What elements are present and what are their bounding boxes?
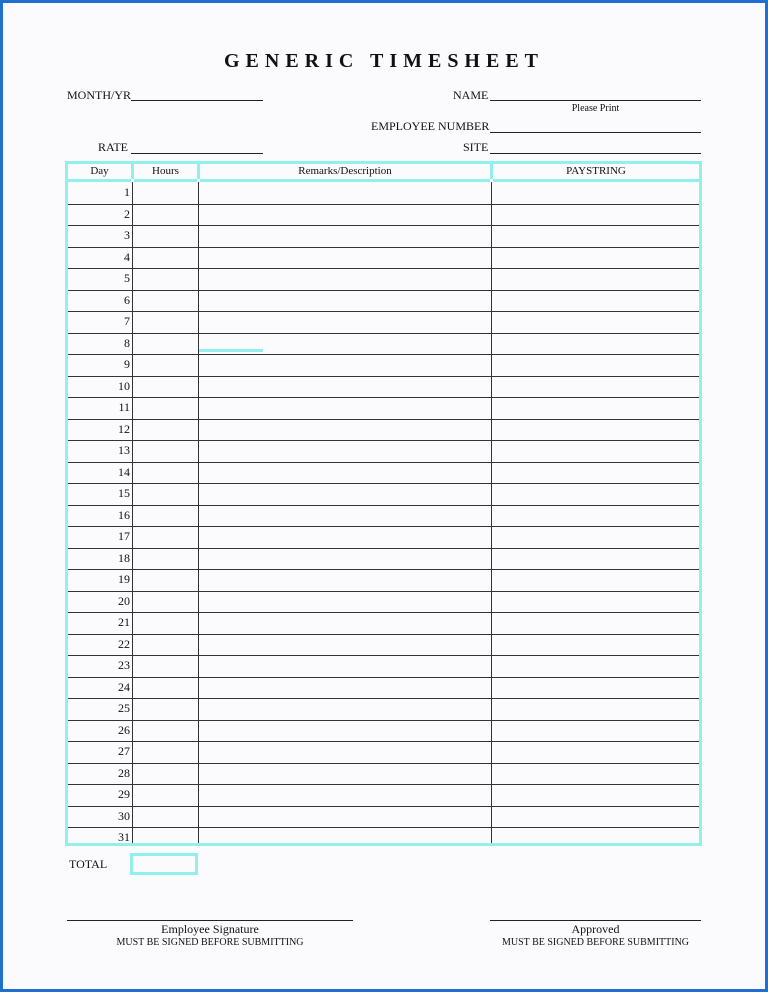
day-number: 5 [124,271,130,285]
table-row[interactable] [68,462,699,484]
employee-number-field[interactable] [490,132,701,133]
name-label: NAME [453,88,489,102]
day-number: 29 [118,787,130,801]
day-number: 27 [118,744,130,758]
rate-field[interactable] [131,153,263,154]
table-row[interactable] [68,806,699,828]
table-row[interactable] [68,247,699,269]
table-row[interactable] [68,440,699,462]
day-number: 28 [118,765,130,780]
day-number: 26 [118,722,130,737]
approved-note: MUST BE SIGNED BEFORE SUBMITTING [501,937,690,948]
table-row[interactable] [68,268,699,290]
site-label: SITE [463,140,489,154]
table-row[interactable] [68,505,699,527]
day-number: 30 [118,808,130,823]
timesheet-table [65,161,702,846]
day-number: 19 [118,572,130,586]
table-row[interactable] [68,720,699,742]
day-number: 1 [124,185,130,199]
day-number: 17 [118,529,130,543]
table-row[interactable] [68,419,699,441]
rate-label: RATE [98,140,128,154]
table-row[interactable] [68,569,699,591]
table-row[interactable] [68,741,699,763]
table-row[interactable] [68,526,699,548]
table-row[interactable] [68,397,699,419]
total-label: TOTAL [69,857,108,871]
day-number: 20 [118,593,130,608]
employee-signature-note: MUST BE SIGNED BEFORE SUBMITTING [116,937,304,948]
approved-label: Approved [571,922,620,936]
table-row[interactable] [68,225,699,247]
highlight-mark [199,349,263,352]
approved-signature-line[interactable] [490,920,701,921]
day-number: 3 [124,228,130,242]
day-number: 7 [124,314,130,328]
table-row[interactable] [68,204,699,226]
day-number: 21 [118,615,130,629]
table-row[interactable] [68,698,699,720]
table-row[interactable] [68,655,699,677]
total-field[interactable] [130,853,198,875]
day-number: 10 [118,378,130,393]
day-number: 23 [118,658,130,672]
table-row[interactable] [68,827,699,849]
day-number: 13 [118,443,130,457]
table-row[interactable] [68,182,699,204]
day-number: 31 [118,830,130,844]
table-row[interactable] [68,311,699,333]
day-number: 6 [124,292,130,307]
employee-number-label: EMPLOYEE NUMBER [371,119,490,133]
name-field[interactable] [490,100,701,101]
day-number: 18 [118,550,130,565]
day-number: 16 [118,507,130,522]
table-row[interactable] [68,333,699,355]
day-number: 15 [118,486,130,500]
column-header-day: Day [68,164,131,182]
employee-signature-label: Employee Signature [161,922,259,936]
column-header-remarks: Remarks/Description [200,164,490,182]
day-number: 4 [124,249,130,264]
table-row[interactable] [68,612,699,634]
month-yr-label: MONTH/YR [67,88,132,102]
site-field[interactable] [490,153,701,154]
table-row[interactable] [68,784,699,806]
month-yr-field[interactable] [131,100,263,101]
table-row[interactable] [68,591,699,613]
day-number: 8 [124,335,130,350]
day-number: 14 [118,464,130,479]
day-number: 24 [118,679,130,694]
table-row[interactable] [68,290,699,312]
day-number: 9 [124,357,130,371]
table-row[interactable] [68,677,699,699]
day-number: 12 [118,421,130,436]
day-number: 11 [118,400,130,414]
please-print-hint: Please Print [571,103,620,114]
table-row[interactable] [68,548,699,570]
day-number: 22 [118,636,130,651]
column-header-hours: Hours [134,164,197,182]
day-number: 2 [124,206,130,221]
table-row[interactable] [68,354,699,376]
employee-signature-line[interactable] [67,920,353,921]
column-header-paystring: PAYSTRING [493,164,699,182]
table-row[interactable] [68,483,699,505]
table-row[interactable] [68,763,699,785]
table-row[interactable] [68,376,699,398]
page-title: GENERIC TIMESHEET [223,50,545,72]
table-row[interactable] [68,634,699,656]
day-number: 25 [118,701,130,715]
